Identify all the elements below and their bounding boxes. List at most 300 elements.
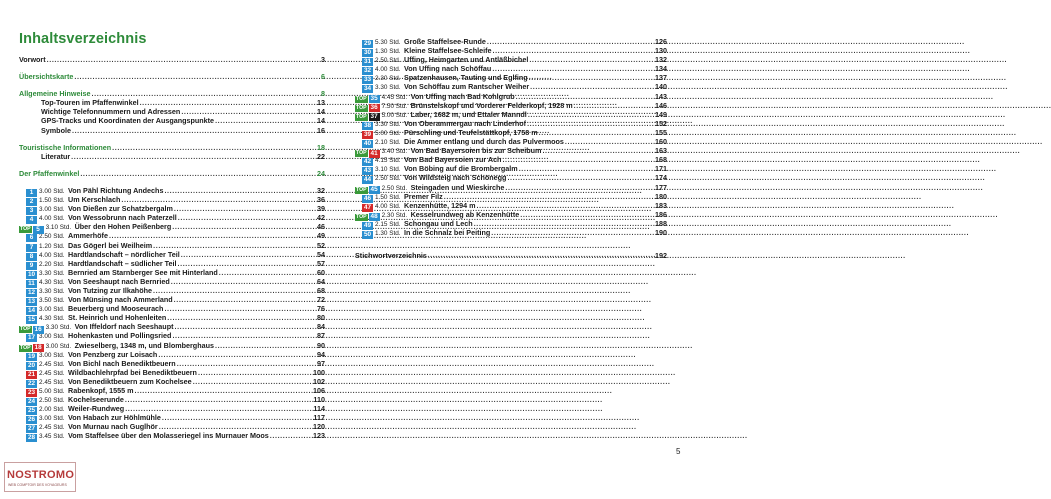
tour-page: 186 <box>655 209 667 219</box>
tour-entry[interactable] <box>19 186 325 195</box>
toc-entry-index[interactable] <box>355 251 667 260</box>
tour-entry[interactable] <box>19 404 325 413</box>
tour-number-badge: 42 <box>363 158 372 166</box>
tour-entry[interactable] <box>355 119 667 128</box>
leader-dots <box>518 164 654 173</box>
watermark-name: NOSTROMO <box>7 469 75 481</box>
tour-entry[interactable] <box>19 222 325 231</box>
tour-title: Von Pähl Richtung Andechs <box>68 185 164 195</box>
tour-entry[interactable] <box>355 128 667 137</box>
tour-number-badge: 49 <box>363 221 372 229</box>
toc-entry[interactable] <box>19 152 325 161</box>
tour-title: Kleine Staffelsee-Schleife <box>404 46 492 56</box>
tour-duration: 1.30 Std. <box>375 48 401 56</box>
tour-title: Von Habach zur Höhlmühle <box>68 413 161 423</box>
tour-entry[interactable] <box>19 331 325 340</box>
watermark-tagline: WEB COMPTOIR DES VOYAGEURS <box>8 483 67 487</box>
tour-badge-group <box>355 195 373 203</box>
toc-entry-label: Vorwort <box>19 55 46 64</box>
tour-title: Schongau und Lech <box>404 218 473 228</box>
tour-entry[interactable] <box>19 250 325 259</box>
top-tour-badge: TOP <box>20 226 31 233</box>
tour-duration: 1.30 Std. <box>375 229 401 237</box>
tour-badge-group <box>19 434 37 442</box>
tour-title: Um Kerschlach <box>68 195 121 205</box>
tour-number-badge: 50 <box>363 230 372 238</box>
toc-entry-label: Der Pfaffenwinkel <box>19 168 80 178</box>
leader-dots <box>46 55 320 64</box>
top-tour-badge: TOP <box>20 326 31 333</box>
toc-tours-left <box>19 186 325 441</box>
tour-number-badge: 13 <box>27 298 36 306</box>
tour-page: 120 <box>313 422 325 432</box>
toc-entry[interactable] <box>19 116 325 125</box>
tour-entry[interactable] <box>19 231 325 240</box>
tour-badge-group <box>355 40 373 48</box>
leader-dots <box>192 377 312 386</box>
leader-dots <box>134 386 312 395</box>
toc-entry[interactable] <box>19 169 325 178</box>
tour-page: 68 <box>317 285 325 295</box>
tour-number-badge: 19 <box>27 352 36 360</box>
tour-badge-group <box>355 176 373 184</box>
tour-title: Hardtlandschaft – südlicher Teil <box>68 258 177 268</box>
tour-duration: 3.10 Std. <box>45 224 72 232</box>
tour-number-badge: 32 <box>363 67 372 75</box>
toc-entry-page: 14 <box>317 116 325 126</box>
tour-entry[interactable] <box>355 110 667 119</box>
tour-badge-group <box>19 316 37 324</box>
tour-title: Von Wildsteig nach Schönegg <box>404 173 507 183</box>
tour-title: Von Bichl nach Benediktbeuern <box>68 358 176 368</box>
tour-entry[interactable] <box>355 46 667 55</box>
tour-duration: 2.50 Std. <box>375 175 401 183</box>
leader-dots <box>111 143 316 152</box>
tour-entry[interactable] <box>355 101 667 110</box>
tour-page: 60 <box>317 267 325 277</box>
leader-dots <box>173 295 316 304</box>
tour-duration: 4.00 Std. <box>375 66 401 74</box>
tour-duration: 2.50 Std. <box>381 184 408 192</box>
tour-entry[interactable] <box>355 137 667 146</box>
toc-entry[interactable] <box>19 98 325 107</box>
leader-dots <box>91 89 321 98</box>
tour-number-badge: 11 <box>26 280 37 288</box>
tour-duration: 4.45 Std. <box>381 93 408 101</box>
tour-badge-group <box>355 222 373 230</box>
tour-page: 132 <box>655 55 667 65</box>
tour-duration: 3.30 Std. <box>375 84 401 92</box>
spacer <box>19 135 325 143</box>
leader-dots <box>506 173 654 182</box>
leader-dots <box>269 431 312 440</box>
tour-entry[interactable] <box>355 73 667 82</box>
toc-entry-page: 192 <box>655 251 667 261</box>
tour-page: 90 <box>317 340 325 350</box>
tour-number-badge: 25 <box>27 407 36 415</box>
tour-entry[interactable] <box>355 37 667 46</box>
tour-duration: 5.00 Std. <box>381 111 408 119</box>
tour-duration: 2.15 Std. <box>375 220 401 228</box>
leader-dots <box>173 204 316 213</box>
leader-dots <box>218 268 316 277</box>
tour-title: St. Heinrich und Hohenleiten <box>68 313 167 323</box>
tour-title: Laber, 1682 m, und Ettaler Manndl <box>410 109 527 119</box>
tour-title: Von Seeshaupt nach Bernried <box>68 276 170 286</box>
tour-title: Zwieselberg, 1348 m, und Blomberghaus <box>74 340 214 350</box>
tour-number-badge: 31 <box>363 58 372 66</box>
tour-number-badge: 33 <box>363 76 372 84</box>
tour-duration: 2.45 Std. <box>39 360 65 368</box>
tour-duration: 5.00 Std. <box>375 129 401 137</box>
tour-title: Rabenkopf, 1555 m <box>68 386 134 395</box>
tour-page: 106 <box>313 386 325 395</box>
tour-page: 149 <box>655 109 667 119</box>
tour-entry[interactable] <box>19 304 325 313</box>
tour-entry[interactable] <box>19 277 325 286</box>
tour-page: 155 <box>655 127 667 137</box>
tour-entry[interactable] <box>19 377 325 386</box>
tour-number-badge: 27 <box>27 425 36 433</box>
leader-dots <box>515 92 654 101</box>
tour-entry[interactable] <box>19 322 325 331</box>
tour-badge-group <box>19 425 37 433</box>
leader-dots <box>170 277 316 286</box>
tour-number-badge: 39 <box>363 130 372 138</box>
tour-page: 84 <box>317 322 325 332</box>
tour-entry[interactable] <box>19 295 325 304</box>
toc-entry-label: Wichtige Telefonnummern und Adressen <box>41 107 181 117</box>
leader-dots <box>180 107 316 116</box>
tour-badge-group <box>19 244 37 252</box>
tour-entry[interactable] <box>19 259 325 268</box>
leader-dots <box>180 250 316 259</box>
tour-badge-group <box>355 113 380 121</box>
tour-number-badge: 4 <box>26 216 37 224</box>
leader-dots <box>139 98 316 107</box>
tour-page: 42 <box>317 213 325 223</box>
tour-number-badge: 22 <box>27 379 36 387</box>
leader-dots <box>157 350 316 359</box>
leader-dots <box>161 413 312 422</box>
watermark-logo <box>4 462 76 492</box>
tour-entry[interactable] <box>19 204 325 213</box>
tour-page: 134 <box>655 64 667 74</box>
tour-duration: 3.30 Std. <box>45 324 72 332</box>
tour-entry[interactable] <box>19 350 325 359</box>
leader-dots <box>152 241 316 250</box>
tour-title: Von Münsing nach Ammerland <box>68 295 173 305</box>
tour-number-badge: 14 <box>27 307 36 315</box>
leader-dots <box>564 137 654 146</box>
tour-duration: 3.00 Std. <box>39 206 65 214</box>
tour-badge-group <box>355 204 373 212</box>
top-tour-badge: TOP <box>356 150 367 157</box>
leader-dots <box>526 119 654 128</box>
toc-left-column <box>19 55 325 441</box>
tour-duration: 2.30 Std. <box>381 211 408 219</box>
toc-entry-page: 14 <box>317 107 325 117</box>
tour-number-badge: 6 <box>26 234 37 242</box>
tour-title: Brünstelskopf und Vorderer Felderkopf, 1928 m <box>410 100 573 110</box>
tour-page: 117 <box>313 413 325 423</box>
top-tour-badge: TOP <box>20 344 31 351</box>
tour-entry[interactable] <box>355 64 667 73</box>
tour-number-badge: 16 <box>34 325 42 333</box>
top-tour-badge: TOP <box>356 95 367 102</box>
tour-duration: 3.30 Std. <box>39 269 65 277</box>
toc-entry[interactable] <box>19 89 325 98</box>
toc-entry[interactable] <box>19 55 325 64</box>
tour-duration: 4.30 Std. <box>39 278 65 286</box>
tour-entry[interactable] <box>355 210 667 219</box>
leader-dots <box>490 228 654 237</box>
tour-number-badge: 18 <box>34 344 42 352</box>
tour-badge-group <box>19 407 37 415</box>
tour-duration: 4.00 Std. <box>375 202 401 210</box>
page-number: 5 <box>676 447 681 456</box>
leader-dots <box>491 64 654 73</box>
tour-badge-group <box>19 326 44 334</box>
leader-dots <box>70 152 316 161</box>
tour-duration: 3.30 Std. <box>39 287 65 295</box>
tour-duration: 2.20 Std. <box>39 260 65 268</box>
tour-entry[interactable] <box>355 183 667 192</box>
tour-number-badge: 48 <box>370 213 378 221</box>
tour-entry[interactable] <box>19 241 325 250</box>
toc-intro-section <box>19 55 325 178</box>
leader-dots <box>527 110 654 119</box>
tour-page: 100 <box>313 367 325 377</box>
tour-entry[interactable] <box>19 395 325 404</box>
leader-dots <box>214 341 316 350</box>
tour-badge-group <box>19 262 37 270</box>
tour-duration: 3.00 Std. <box>39 333 65 341</box>
tour-entry[interactable] <box>19 286 325 295</box>
leader-dots <box>427 251 654 260</box>
tour-duration: 3.10 Std. <box>375 166 401 174</box>
tour-number-badge: 12 <box>27 288 36 296</box>
tour-page: 97 <box>317 358 325 368</box>
tour-page: 140 <box>655 82 667 92</box>
tour-title: Von Bad Bayersoien zur Ach <box>404 155 502 165</box>
tour-page: 126 <box>655 37 667 46</box>
toc-entry-label: Symbole <box>41 125 71 135</box>
tour-duration: 2.45 Std. <box>39 369 65 377</box>
tour-page: 180 <box>655 191 667 201</box>
tour-title: Von Oberammergau nach Linderhof <box>404 118 527 128</box>
tour-number-badge: 17 <box>27 334 36 342</box>
tour-title: Über den Hohen Peißenberg <box>74 222 172 232</box>
tour-entry[interactable] <box>355 82 667 91</box>
tour-entry[interactable] <box>19 413 325 422</box>
tour-title: Spatzenhausen, Tauting und Eglfing <box>404 73 528 83</box>
tour-badge-group <box>19 389 37 397</box>
tour-title: Das Gögerl bei Weilheim <box>68 240 153 250</box>
tour-title: Von Penzberg zur Loisach <box>68 349 158 359</box>
tour-page: 36 <box>317 195 325 205</box>
leader-dots <box>166 313 316 322</box>
tour-duration: 5.30 Std. <box>375 39 401 46</box>
tour-entry[interactable] <box>355 219 667 228</box>
tour-title: Kesselrundweg ab Kenzenhütte <box>410 209 520 219</box>
tour-entry[interactable] <box>355 146 667 155</box>
tour-badge-group <box>19 344 44 352</box>
leader-dots <box>124 395 312 404</box>
toc-entry-label: Stichwortverzeichnis <box>355 251 427 261</box>
leader-dots <box>197 368 312 377</box>
toc-entry[interactable] <box>19 72 325 81</box>
tour-title: Beuerberg und Mooseurach <box>68 304 164 314</box>
tour-duration: 2.00 Std. <box>39 406 65 414</box>
toc-entry[interactable] <box>19 107 325 116</box>
leader-dots <box>108 231 316 240</box>
tour-badge-group <box>19 380 37 388</box>
toc-entry[interactable] <box>19 143 325 152</box>
leader-dots <box>176 359 316 368</box>
tour-duration: 7.50 Std. <box>381 102 408 110</box>
tour-badge-group <box>19 353 37 361</box>
leader-dots <box>443 192 654 201</box>
tour-number-badge: 35 <box>370 95 378 103</box>
tour-page: 94 <box>317 349 325 359</box>
tour-entry[interactable] <box>19 213 325 222</box>
tour-badge-group <box>355 122 373 130</box>
tour-entry[interactable] <box>19 359 325 368</box>
tour-entry[interactable] <box>19 195 325 204</box>
leader-dots <box>519 210 654 219</box>
tour-badge-group <box>355 167 373 175</box>
tour-badge-group <box>19 334 37 342</box>
tour-badge-group <box>19 226 44 234</box>
tour-entry[interactable] <box>19 313 325 322</box>
tour-page: 168 <box>655 155 667 165</box>
tour-page: 171 <box>655 164 667 174</box>
spacer <box>19 64 325 72</box>
leader-dots <box>486 37 654 46</box>
toc-entry-page: 8 <box>321 89 325 99</box>
tour-entry[interactable] <box>355 228 667 237</box>
tour-number-badge: 38 <box>363 121 372 129</box>
tour-badge-group <box>355 85 373 93</box>
tour-entry[interactable] <box>19 268 325 277</box>
toc-entry-page: 3 <box>321 55 325 64</box>
tour-page: 32 <box>317 185 325 195</box>
tour-title: Steingaden und Wieskirche <box>410 182 505 192</box>
tour-number-badge: 29 <box>363 40 372 47</box>
tour-badge-group <box>355 213 380 221</box>
tour-badge-group <box>19 271 37 279</box>
toc-entry-label: Allgemeine Hinweise <box>19 89 91 99</box>
tour-title: Kochelseerunde <box>68 395 124 405</box>
leader-dots <box>529 82 654 91</box>
page-title: Inhaltsverzeichnis <box>19 31 147 47</box>
tour-entry[interactable] <box>19 422 325 431</box>
tour-title: Von Iffeldorf nach Seeshaupt <box>74 322 174 332</box>
tour-duration: 4.00 Std. <box>39 215 65 223</box>
tour-badge-group <box>19 298 37 306</box>
tour-page: 190 <box>655 227 667 237</box>
leader-dots <box>124 404 312 413</box>
tour-entry[interactable] <box>19 368 325 377</box>
toc-entry-page: 6 <box>321 72 325 82</box>
tour-badge-group <box>355 95 380 103</box>
tour-title: Von Bad Bayersoien bis zur Scheibum <box>410 146 542 156</box>
tour-duration: 3.00 Std. <box>39 187 65 195</box>
tour-badge-group <box>355 186 380 194</box>
tour-number-badge: 8 <box>26 253 37 261</box>
tour-entry[interactable] <box>355 164 667 173</box>
tour-entry[interactable] <box>355 155 667 164</box>
toc-entry-label: Touristische Informationen <box>19 142 112 152</box>
tour-number-badge: 34 <box>363 85 372 93</box>
tour-title: Die Ammer entlang und durch das Pulvermoos <box>404 137 564 147</box>
tour-title: Von Böbing auf die Brombergalm <box>404 164 518 174</box>
tour-page: 130 <box>655 46 667 56</box>
tour-number-badge: 3 <box>26 207 37 215</box>
tour-duration: 2.30 Std. <box>375 75 401 83</box>
tour-entry[interactable] <box>355 201 667 210</box>
tour-entry[interactable] <box>355 92 667 101</box>
tour-page: 102 <box>313 376 325 386</box>
tour-number-badge: 44 <box>363 176 372 184</box>
tour-entry[interactable] <box>355 55 667 64</box>
tour-duration: 1.50 Std. <box>39 197 65 205</box>
toc-entry-label: Literatur <box>41 151 71 161</box>
leader-dots <box>73 72 320 81</box>
tour-badge-group <box>19 198 37 206</box>
top-tour-badge: TOP <box>356 186 367 193</box>
spacer <box>19 161 325 169</box>
tour-badge-group <box>355 231 373 239</box>
leader-dots <box>501 155 654 164</box>
tour-title: Von Uffing nach Bad Kohlgrub <box>410 91 515 101</box>
tour-page: 163 <box>655 146 667 156</box>
tour-page: 123 <box>313 431 325 441</box>
tour-number-badge: 43 <box>363 167 372 175</box>
tour-badge-group <box>19 280 37 288</box>
tour-duration: 2.45 Std. <box>39 424 65 432</box>
tour-entry[interactable] <box>19 431 325 440</box>
toc-right-column <box>355 37 667 260</box>
tour-entry[interactable] <box>355 192 667 201</box>
leader-dots <box>152 286 316 295</box>
tour-entry[interactable] <box>19 341 325 350</box>
tour-page: 160 <box>655 137 667 147</box>
tour-duration: 2.50 Std. <box>375 57 401 65</box>
tour-duration: 3.45 Std. <box>39 433 65 441</box>
tour-badge-group <box>355 76 373 84</box>
tour-badge-group <box>355 58 373 66</box>
tour-title: Von Dießen zur Schatzbergalm <box>68 204 173 214</box>
tour-page: 152 <box>655 118 667 128</box>
tour-entry[interactable] <box>355 173 667 182</box>
tour-page: 146 <box>655 100 667 110</box>
tour-number-badge: 1 <box>26 189 37 197</box>
tour-title: Pürschling und Teufelstättkopf, 1758 m <box>404 127 538 137</box>
tour-title: Von Schöffau zum Rantscher Weiher <box>404 82 530 92</box>
tour-title: Ammerhöfe <box>68 231 108 241</box>
tour-page: 114 <box>313 404 325 414</box>
leader-dots <box>177 213 316 222</box>
tour-badge-group <box>355 158 373 166</box>
toc-entry-label: Übersichtskarte <box>19 72 74 82</box>
tour-page: 39 <box>317 204 325 214</box>
tour-page: 110 <box>313 395 325 405</box>
toc-entry[interactable] <box>19 126 325 135</box>
tour-title: Uffing, Heimgarten und Antläßbichel <box>404 55 529 65</box>
tour-entry[interactable] <box>19 386 325 395</box>
